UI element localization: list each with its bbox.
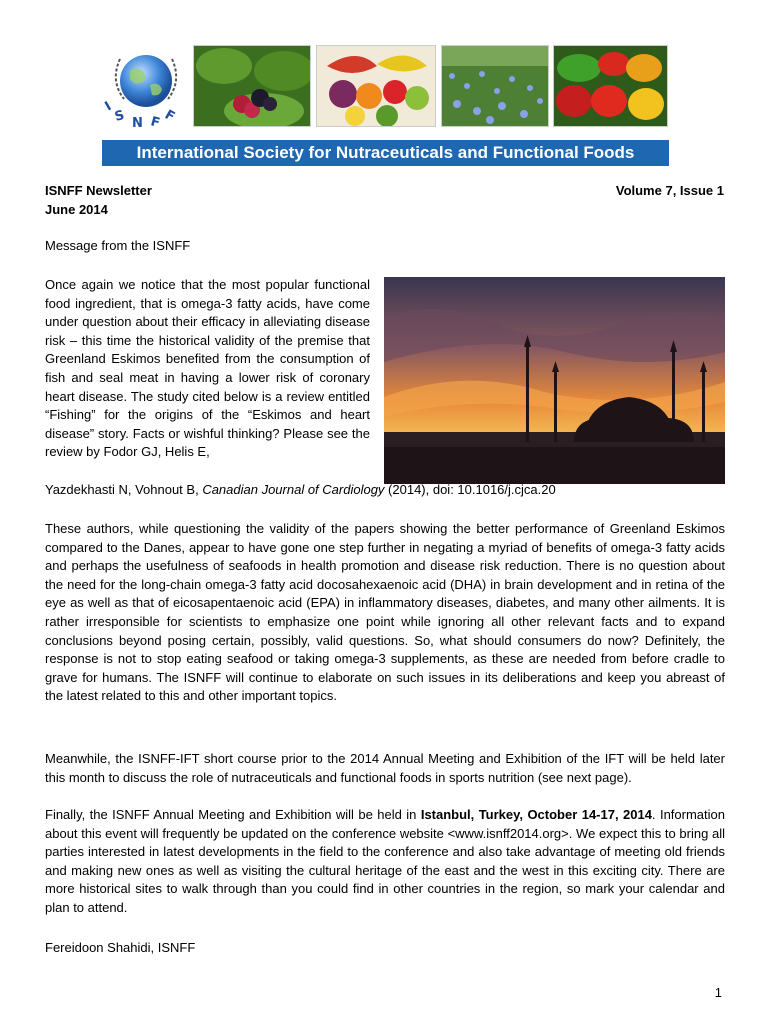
vegetables-photo — [553, 45, 668, 127]
newsletter-title: ISNFF Newsletter — [45, 183, 152, 198]
svg-text:F: F — [162, 107, 178, 125]
berries-photo — [193, 45, 311, 127]
fruit-photo — [316, 45, 436, 127]
signature: Fereidoon Shahidi, ISNFF — [45, 940, 196, 955]
istanbul-sunset-photo — [384, 277, 725, 484]
citation-journal: Canadian Journal of Cardiology — [202, 482, 385, 497]
paragraph-1-citation — [45, 481, 725, 500]
svg-text:S: S — [113, 107, 127, 125]
paragraph-4 — [45, 806, 725, 918]
paragraph-2: These authors, while questioning the validity of the papers showing the better performance of Greenland Eskimos compared to the Danes, appear to have gone one step further in negating a myriad of benefits of omega-3 fatty acids and perhaps the usefulness of seafoods in health promotion and disease risk reduction. There is no question about the need for the long-chain omega-3 fatty acid docosahexaenoic acid (DHA) in brain development and in retina of the eye as well as that of eicosapentaenoic acid (EPA) in inflammatory diseases, diabetes, and many other ailments. It is rather irresponsible for scientists to emphasize one point while ignoring all other relevant facts and to expand conclusions beyond posing certain, possibly, valid questions. So, what should consumers do now? Definitely, the response is not to stop eating seafood or taking omega-3 supplements, as these are needed from before cradle to grave for humans. The ISNFF will continue to elaborate on such issues in its deliberations and keep you abreast of the latest related to this and other important topics. — [45, 521, 725, 704]
newsletter-date: June 2014 — [45, 202, 108, 217]
citation-authors: Yazdekhasti N, Vohnout B, — [45, 482, 203, 497]
svg-text:F: F — [148, 114, 162, 132]
newsletter-header — [45, 181, 152, 219]
paragraph-1: Once again we notice that the most popular functional food ingredient, that is omega-3 fatty acids, have come under question about their efficacy in alleviating disease risk – this time the historical validity of the premise that Greenland Eskimos benefited from the consumption of fish and seal meat in having a lower risk of coronary heart disease. The study cited below is a review entitled “Fishing” for the origins of the “Eskimos and heart disease” story. Facts or wishful thinking? Please see the review by Fodor GJ, Helis E, — [45, 277, 370, 460]
svg-text:I: I — [102, 99, 115, 115]
paragraph-3: Meanwhile, the ISNFF-IFT short course prior to the 2014 Annual Meeting and Exhibition of the IFT will be held later this month to discuss the role of nutraceuticals and functional foods in sports nutrition (see next page). — [45, 751, 725, 785]
isnff-logo — [100, 45, 188, 133]
volume-issue: Volume 7, Issue 1 — [615, 183, 724, 198]
citation-doi: (2014), doi: 10.1016/j.cjca.20 — [384, 482, 556, 497]
page-number: 1 — [714, 985, 722, 1000]
p4-intro: Finally, the ISNFF Annual Meeting and Exhibition will be held in — [45, 807, 421, 822]
message-heading: Message from the ISNFF — [45, 238, 191, 253]
p4-body: . Information about this event will frequently be updated on the conference website <www.isnff2014.org>. We expect this to bring all parties interested in latest developments in the field to the conference and also take advantage of meeting old friends and making new ones as well as visiting the cultural heritage of the east and the west in this exciting city. There are more historical sites to walk through than you could find in other countries in the region, so mark your calendar and plan to attend. — [45, 807, 725, 915]
svg-text:N: N — [132, 116, 143, 131]
society-banner: International Society for Nutraceuticals and Functional Foods — [102, 140, 669, 166]
flowers-field-photo — [441, 45, 549, 127]
event-location-date: Istanbul, Turkey, October 14-17, 2014 — [420, 807, 652, 822]
